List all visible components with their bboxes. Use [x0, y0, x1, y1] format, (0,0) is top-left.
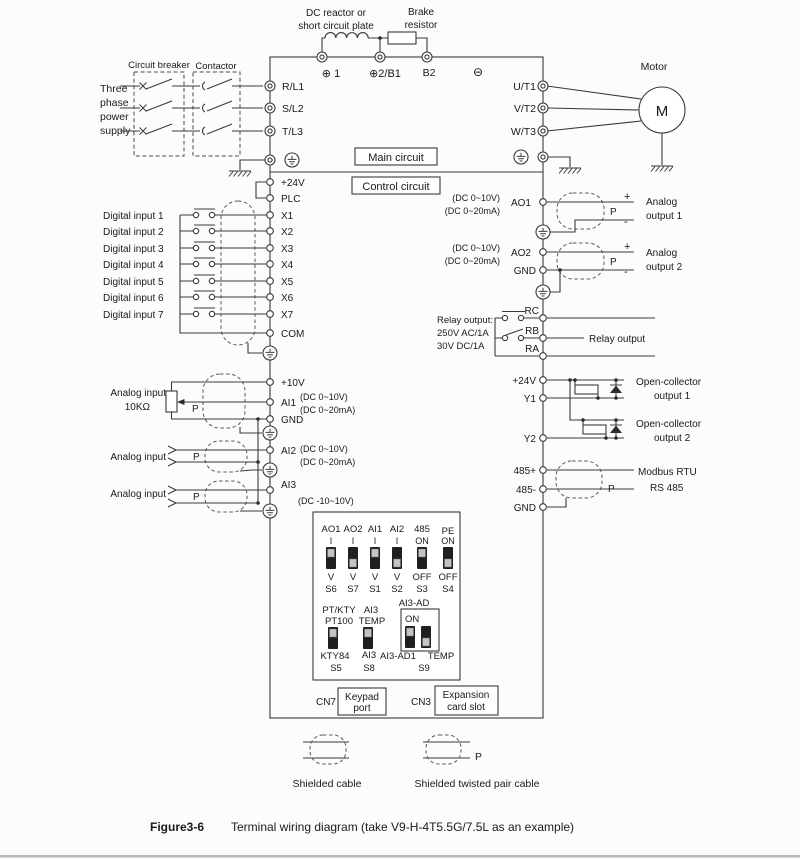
keypad-port-label: Keypad	[345, 692, 379, 703]
analog-output-1-label-2: output 1	[646, 211, 683, 222]
dip-switch-s2	[392, 547, 402, 569]
open-collector-2-label-2: output 2	[654, 433, 691, 444]
digital-row-3	[103, 242, 294, 255]
dip-switch-s8	[363, 627, 373, 649]
digital-input-label: Digital input 2	[103, 227, 164, 238]
s5-bottom-label: KTY84	[320, 651, 350, 662]
s9-left-bottom-label: AI3-AD1	[380, 651, 416, 662]
twisted-pair-icon	[426, 735, 461, 764]
terminal-gnd-label: GND	[281, 415, 304, 426]
dip-bottom-label: V	[349, 572, 357, 583]
digital-row-7	[103, 308, 294, 321]
terminal-gnd-comm-label: GND	[513, 503, 536, 514]
digital-input-label: Digital input 7	[103, 310, 164, 321]
dip-bottom-label: V	[371, 572, 379, 583]
motor-label: Motor	[640, 61, 668, 73]
terminal-plus2-label: ⊕2/B1	[369, 68, 401, 80]
dip-id-s6: S6	[325, 584, 337, 595]
terminal-x5-label: X5	[281, 277, 294, 288]
shield-p-label: P	[610, 257, 617, 268]
legend-section	[293, 735, 540, 790]
analog-output-section	[445, 191, 683, 299]
open-collector-section	[512, 376, 701, 445]
terminal-x2-label: X2	[281, 227, 294, 238]
earth-terminal-ai2	[263, 463, 277, 477]
shield-p-label: P	[193, 492, 200, 503]
s9-right-bottom-label: TEMP	[427, 651, 455, 662]
contactor-label: Contactor	[195, 61, 237, 72]
shield-p-label: P	[608, 484, 615, 495]
terminal-pe-right	[538, 152, 548, 162]
dip-name-ai1: AI1	[367, 524, 383, 535]
dip-id-s5: S5	[330, 663, 342, 674]
flyback-diode-icon	[610, 380, 622, 398]
terminal-y1-label: Y1	[523, 394, 536, 405]
ao2-range-v: (DC 0~10V)	[452, 243, 500, 253]
cn7-label: CN7	[315, 697, 337, 708]
brake-resistor-symbol	[388, 32, 416, 44]
terminal-b2-label: B2	[422, 67, 436, 79]
dip-switch-s9-right	[421, 626, 431, 648]
terminal-plus2-b1	[375, 52, 385, 62]
shielded-cable-outline	[205, 441, 247, 472]
dc-reactor-coil	[325, 33, 368, 38]
relay-section	[437, 306, 655, 359]
terminal-x7-label: X7	[281, 310, 294, 321]
ai2-range-a: (DC 0~20mA)	[300, 457, 356, 467]
dip-switch-s7	[348, 547, 358, 569]
dip-switch-s3	[417, 547, 427, 569]
terminal-plc	[267, 195, 274, 202]
open-collector-1-label-2: output 1	[654, 391, 691, 402]
terminal-b2	[422, 52, 432, 62]
dip-bottom-label: V	[393, 572, 401, 583]
expansion-slot-label: Expansion	[442, 690, 490, 701]
s8-bottom-label: AI3	[361, 650, 377, 661]
shielded-cable-outline	[557, 243, 604, 279]
terminal-10v-label: +10V	[281, 378, 305, 389]
circuit-breaker-label: Circuit breaker	[128, 60, 190, 71]
dip-id-s8: S8	[363, 663, 375, 674]
ai2-range-v: (DC 0~10V)	[300, 444, 348, 454]
terminal-485n-label: 485-	[515, 485, 536, 496]
earth-icon	[285, 153, 299, 167]
dip-bottom-label: V	[327, 572, 335, 583]
expansion-slot-label-2: card slot	[447, 702, 485, 713]
terminal-u-t1	[538, 81, 548, 91]
shielded-cable-icon	[310, 735, 346, 764]
page-bottom-rule	[0, 855, 800, 858]
dip-name-485: 485	[414, 524, 430, 535]
terminal-gnd-ao-label: GND	[513, 266, 536, 277]
terminal-ao2-label: AO2	[510, 248, 531, 259]
earth-terminal-ao1	[536, 225, 550, 239]
relay-output-label: Relay output	[589, 334, 646, 345]
figure-number: Figure3-6	[150, 820, 205, 834]
terminal-x6-label: X6	[281, 293, 294, 304]
ao2-minus: -	[624, 266, 628, 278]
analog-input-2-label: Analog input	[110, 452, 166, 463]
dip-switch-s5	[328, 627, 338, 649]
terminal-485n	[540, 486, 547, 493]
digital-row-1	[103, 209, 294, 222]
dc-reactor-label: DC reactor or	[305, 8, 367, 19]
dip-name-ai2: AI2	[389, 524, 405, 535]
terminal-s-label: S/L2	[282, 103, 304, 115]
digital-input-label: Digital input 4	[103, 260, 164, 271]
contactor-box	[193, 72, 240, 156]
ao1-minus: -	[624, 216, 628, 228]
s8-top-label-2: TEMP	[358, 616, 386, 627]
digital-row-5	[103, 275, 294, 288]
supply-label-2: phase	[100, 97, 129, 109]
terminal-u-label: U/T1	[513, 81, 536, 93]
terminal-10v	[267, 379, 274, 386]
digital-input-label: Digital input 1	[103, 211, 164, 222]
terminal-plus1	[317, 52, 327, 62]
terminal-com	[267, 330, 274, 337]
s5-top-label: PT/KTY	[322, 605, 356, 616]
open-collector-2-label: Open-collector	[636, 419, 702, 430]
ao2-plus: +	[624, 241, 631, 253]
supply-label-4: supply	[100, 125, 131, 137]
twisted-pair-label: Shielded twisted pair cable	[414, 778, 540, 790]
relay-coil-symbol	[583, 425, 606, 434]
power-input-section	[100, 60, 304, 177]
terminal-ai1	[267, 399, 274, 406]
earth-terminal-ai1	[263, 426, 277, 440]
dip-top-label: ON	[441, 536, 455, 546]
terminal-ai2-label: AI2	[281, 446, 297, 457]
dip-name-ao1: AO1	[321, 524, 341, 535]
analog-input-section	[110, 374, 355, 518]
dip-switch-s4	[443, 547, 453, 569]
analog-input-1-resistance: 10KΩ	[124, 402, 150, 413]
dip-bottom-label: OFF	[438, 572, 458, 583]
shielded-cable-label: Shielded cable	[292, 778, 362, 790]
terminal-t-label: T/L3	[282, 126, 304, 138]
digital-row-4	[103, 258, 294, 271]
output-ground	[514, 150, 581, 174]
dip-top-label: ON	[415, 536, 429, 546]
terminal-x4-label: X4	[281, 260, 294, 271]
input-ground	[229, 153, 299, 177]
dc-reactor-label-2: short circuit plate	[298, 21, 374, 32]
terminal-x3-label: X3	[281, 244, 294, 255]
modbus-label: Modbus RTU	[638, 467, 697, 478]
main-circuit-label: Main circuit	[368, 152, 424, 164]
terminal-v-t2	[538, 103, 548, 113]
terminal-t-l3	[265, 126, 275, 136]
shielded-cable-outline	[205, 481, 247, 512]
digital-input-rows	[103, 209, 294, 321]
figure-title: Terminal wiring diagram (take V9-H-4T5.5G/7.5L as an example)	[231, 820, 575, 834]
analog-output-1-label: Analog	[646, 197, 678, 208]
digital-row-2	[103, 225, 294, 238]
terminal-plus1-label: ⊕ 1	[321, 68, 341, 80]
terminal-ra-label: RA	[525, 344, 539, 355]
terminal-x1-label: X1	[281, 211, 294, 222]
dip-bottom-label: OFF	[412, 572, 432, 583]
s5-top-label-2: PT100	[325, 616, 353, 627]
digital-input-label: Digital input 5	[103, 277, 164, 288]
relay-rating-2: 250V AC/1A	[437, 328, 489, 339]
terminal-pe-left	[265, 155, 275, 165]
dip-switch-s1	[370, 547, 380, 569]
dip-id-s1: S1	[369, 584, 381, 595]
keypad-port-label-2: port	[353, 703, 371, 714]
shielded-cable-outline	[557, 193, 604, 229]
dip-id-s3: S3	[416, 584, 428, 595]
rs485-label: RS 485	[650, 483, 684, 494]
terminal-y2	[540, 435, 547, 442]
dip-name-pe: PE	[441, 526, 455, 537]
terminal-ra	[540, 353, 547, 360]
phase-s-wiring	[120, 101, 275, 113]
dip-name-ao2: AO2	[343, 524, 363, 535]
ao1-range-a: (DC 0~20mA)	[444, 206, 500, 216]
ground-symbol	[559, 168, 581, 174]
dip-switch-s9-left	[405, 626, 415, 648]
terminal-r-label: R/L1	[282, 81, 305, 93]
dip-id-s4: S4	[442, 584, 454, 595]
ao1-plus: +	[624, 191, 631, 203]
s8-top-label: AI3	[363, 605, 379, 616]
analog-output-2-label-2: output 2	[646, 262, 683, 273]
brake-resistor-label: Brake	[407, 7, 435, 18]
motor-ground-symbol	[651, 166, 673, 172]
terminal-rb	[540, 335, 547, 342]
terminal-w-label: W/T3	[510, 126, 536, 138]
shielded-cable-outline	[221, 201, 255, 345]
terminal-rc	[540, 315, 547, 322]
terminal-w-t3	[538, 126, 548, 136]
terminal-v-label: V/T2	[513, 103, 536, 115]
terminal-ao1	[540, 199, 547, 206]
dip-top-label: I	[351, 536, 355, 546]
digital-input-section	[103, 178, 305, 360]
s9-title: AI3-AD	[398, 598, 430, 609]
shield-p-label: P	[610, 207, 617, 218]
comm-section	[513, 461, 696, 514]
digital-input-label: Digital input 3	[103, 244, 164, 255]
earth-terminal-digital	[263, 346, 277, 360]
dip-id-s2: S2	[391, 584, 403, 595]
terminal-r-l1	[265, 81, 275, 91]
terminal-ao2	[540, 249, 547, 256]
analog-input-1-label: Analog input	[110, 388, 166, 399]
open-collector-1-label: Open-collector	[636, 377, 702, 388]
dip-switch-s6	[326, 547, 336, 569]
digital-input-label: Digital input 6	[103, 293, 164, 304]
potentiometer-symbol	[166, 391, 177, 412]
ai3-range: (DC -10~10V)	[298, 496, 354, 506]
earth-terminal-ao2	[536, 285, 550, 299]
terminal-ao1-label: AO1	[510, 198, 531, 209]
supply-label-1: Three	[100, 83, 128, 95]
figure-caption	[150, 820, 574, 834]
digital-row-6	[103, 291, 294, 304]
ai1-range-v: (DC 0~10V)	[300, 392, 348, 402]
terminal-ai3	[267, 487, 274, 494]
shield-p-label: P	[192, 404, 199, 415]
flyback-diode-icon	[610, 420, 622, 438]
terminal-gnd-left	[267, 416, 274, 423]
ai1-range-a: (DC 0~20mA)	[300, 405, 356, 415]
terminal-24v-right-label: +24V	[512, 376, 536, 387]
circuit-label-boxes	[352, 148, 440, 194]
analog-input-3-label: Analog input	[110, 489, 166, 500]
dip-top-label: I	[395, 536, 399, 546]
terminal-485p-label: 485+	[513, 466, 536, 477]
supply-label-3: power	[100, 111, 129, 123]
terminal-s-l2	[265, 103, 275, 113]
terminal-ai3-label: AI3	[281, 480, 297, 491]
earth-icon	[514, 150, 528, 164]
relay-rating-3: 30V DC/1A	[437, 341, 485, 352]
terminal-ai1-label: AI1	[281, 398, 297, 409]
terminal-rb-label: RB	[525, 326, 539, 337]
ao1-range-v: (DC 0~10V)	[452, 193, 500, 203]
legend-p-label: P	[475, 751, 483, 763]
terminal-gnd-ao	[540, 267, 547, 274]
connector-section	[316, 686, 498, 715]
terminal-gnd-comm	[540, 504, 547, 511]
terminal-y2-label: Y2	[523, 434, 536, 445]
terminal-com-label: COM	[281, 329, 305, 340]
ao2-range-a: (DC 0~20mA)	[444, 256, 500, 266]
control-circuit-label: Control circuit	[362, 181, 430, 193]
terminal-minus-label: ⊖	[472, 65, 484, 79]
phase-r-wiring	[120, 79, 275, 91]
terminal-24v-left	[267, 179, 274, 186]
ground-symbol	[229, 171, 251, 177]
phase-t-wiring	[120, 124, 275, 136]
terminal-24v-right	[540, 377, 547, 384]
motor-m: M	[655, 103, 669, 120]
terminal-y1	[540, 395, 547, 402]
dip-id-s7: S7	[347, 584, 359, 595]
shielded-twisted-pair-outline	[556, 461, 602, 498]
relay-coil-symbol	[575, 385, 598, 394]
terminal-ai2	[267, 447, 274, 454]
s9-on-label: ON	[405, 614, 420, 625]
terminal-rc-label: RC	[524, 306, 539, 317]
analog-output-2-label: Analog	[646, 248, 678, 259]
dip-switch-panel	[313, 512, 460, 680]
terminal-24v-label: +24V	[281, 178, 305, 189]
terminal-plc-label: PLC	[281, 194, 301, 205]
terminal-485p	[540, 467, 547, 474]
relay-rating-1: Relay output:	[437, 315, 493, 326]
cn3-label: CN3	[410, 697, 432, 708]
earth-terminal-ai3	[263, 504, 277, 518]
dip-top-label: I	[373, 536, 377, 546]
dip-id-s9: S9	[418, 663, 430, 674]
shield-p-label: P	[193, 452, 200, 463]
brake-resistor-label-2: resistor	[404, 20, 438, 31]
dip-top-label: I	[329, 536, 333, 546]
dc-bus-section	[298, 7, 483, 80]
motor-section	[511, 61, 685, 174]
